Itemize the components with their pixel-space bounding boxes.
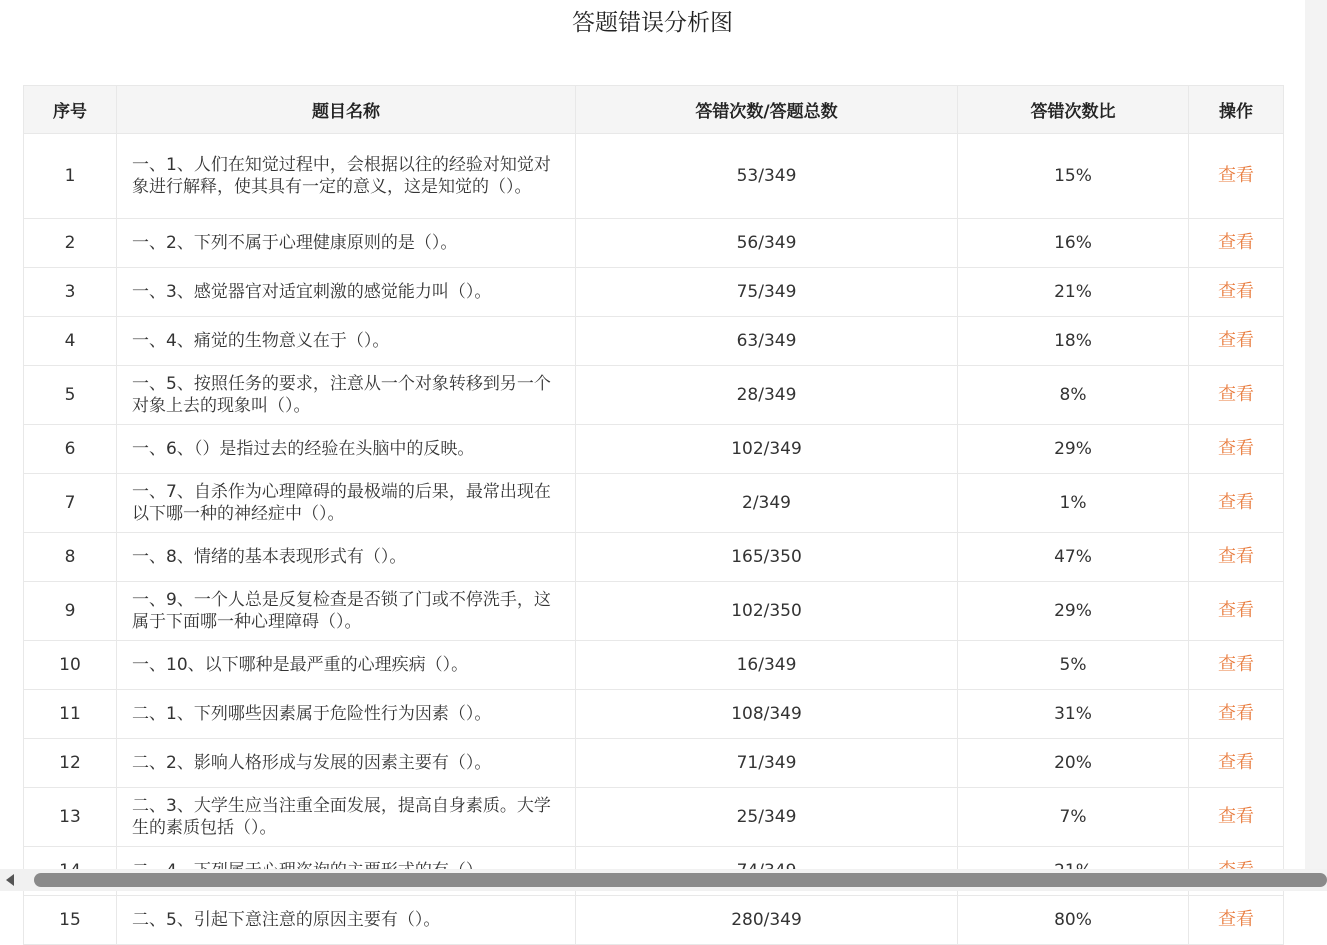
- table-row: [24, 533, 1284, 582]
- column-header-index: 序号: [24, 86, 117, 134]
- row-wrong-total: 280/349: [576, 896, 958, 945]
- row-wrong-total: 28/349: [576, 366, 958, 425]
- column-header-question-name: 题目名称: [117, 86, 576, 134]
- table-row: [24, 134, 1284, 219]
- row-wrong-total: 102/349: [576, 425, 958, 474]
- row-wrong-total: 63/349: [576, 317, 958, 366]
- row-question-name: 一、2、下列不属于心理健康原则的是（）。: [117, 219, 576, 268]
- row-question-name: 一、6、（）是指过去的经验在头脑中的反映。: [117, 425, 576, 474]
- row-index: 2: [24, 219, 117, 268]
- row-index: 10: [24, 641, 117, 690]
- row-wrong-percent: 31%: [958, 690, 1189, 739]
- row-wrong-percent: 18%: [958, 317, 1189, 366]
- table-row: [24, 268, 1284, 317]
- row-wrong-total: 25/349: [576, 788, 958, 847]
- row-wrong-total: 56/349: [576, 219, 958, 268]
- page-right-gutter: [1305, 0, 1327, 891]
- view-link[interactable]: 查看: [1189, 425, 1284, 474]
- row-wrong-percent: 16%: [958, 219, 1189, 268]
- row-wrong-percent: 5%: [958, 641, 1189, 690]
- view-link[interactable]: 查看: [1189, 134, 1284, 219]
- row-question-name: 一、7、自杀作为心理障碍的最极端的后果，最常出现在以下哪一种的神经症中（）。: [117, 474, 576, 533]
- column-header-wrong-percent: 答错次数比: [958, 86, 1189, 134]
- table-row: [24, 641, 1284, 690]
- view-link[interactable]: 查看: [1189, 788, 1284, 847]
- row-wrong-percent: 47%: [958, 533, 1189, 582]
- view-link[interactable]: 查看: [1189, 219, 1284, 268]
- row-wrong-total: 53/349: [576, 134, 958, 219]
- row-question-name: 一、1、人们在知觉过程中，会根据以往的经验对知觉对象进行解释，使其具有一定的意义，这是知觉的（）。: [117, 134, 576, 219]
- row-index: 5: [24, 366, 117, 425]
- row-question-name: 一、4、痛觉的生物意义在于（）。: [117, 317, 576, 366]
- view-link[interactable]: 查看: [1189, 317, 1284, 366]
- row-question-name: 二、5、引起下意注意的原因主要有（）。: [117, 896, 576, 945]
- table-header-row: [24, 86, 1284, 134]
- table-row: [24, 366, 1284, 425]
- row-question-name: 一、10、以下哪种是最严重的心理疾病（）。: [117, 641, 576, 690]
- error-analysis-table-container: [23, 85, 1283, 930]
- row-index: 8: [24, 533, 117, 582]
- column-header-wrong-total: 答错次数/答题总数: [576, 86, 958, 134]
- row-wrong-total: 71/349: [576, 739, 958, 788]
- row-index: 12: [24, 739, 117, 788]
- view-link[interactable]: 查看: [1189, 690, 1284, 739]
- table-row: [24, 425, 1284, 474]
- row-index: 3: [24, 268, 117, 317]
- row-question-name: 二、1、下列哪些因素属于危险性行为因素（）。: [117, 690, 576, 739]
- row-wrong-total: 2/349: [576, 474, 958, 533]
- table-row: [24, 317, 1284, 366]
- row-wrong-percent: 20%: [958, 739, 1189, 788]
- scroll-left-arrow-icon[interactable]: [6, 874, 14, 886]
- row-wrong-percent: 80%: [958, 896, 1189, 945]
- row-wrong-percent: 29%: [958, 425, 1189, 474]
- row-index: 15: [24, 896, 117, 945]
- table-row: [24, 582, 1284, 641]
- row-index: 11: [24, 690, 117, 739]
- row-question-name: 二、3、大学生应当注重全面发展，提高自身素质。大学生的素质包括（）。: [117, 788, 576, 847]
- view-link[interactable]: 查看: [1189, 641, 1284, 690]
- view-link[interactable]: 查看: [1189, 739, 1284, 788]
- view-link[interactable]: 查看: [1189, 896, 1284, 945]
- table-row: [24, 219, 1284, 268]
- row-question-name: 一、3、感觉器官对适宜刺激的感觉能力叫（）。: [117, 268, 576, 317]
- table-row: [24, 474, 1284, 533]
- row-wrong-percent: 1%: [958, 474, 1189, 533]
- table-row: [24, 896, 1284, 945]
- horizontal-scrollbar[interactable]: [0, 869, 1327, 891]
- row-wrong-total: 16/349: [576, 641, 958, 690]
- row-question-name: 二、2、影响人格形成与发展的因素主要有（）。: [117, 739, 576, 788]
- view-link[interactable]: 查看: [1189, 268, 1284, 317]
- table-row: [24, 690, 1284, 739]
- row-question-name: 一、9、一个人总是反复检查是否锁了门或不停洗手，这属于下面哪一种心理障碍（）。: [117, 582, 576, 641]
- row-wrong-percent: 29%: [958, 582, 1189, 641]
- view-link[interactable]: 查看: [1189, 582, 1284, 641]
- row-index: 9: [24, 582, 117, 641]
- column-header-action: 操作: [1189, 86, 1284, 134]
- row-index: 6: [24, 425, 117, 474]
- view-link[interactable]: 查看: [1189, 366, 1284, 425]
- row-wrong-total: 165/350: [576, 533, 958, 582]
- scrollbar-thumb[interactable]: [34, 873, 1327, 887]
- row-wrong-percent: 7%: [958, 788, 1189, 847]
- row-index: 13: [24, 788, 117, 847]
- row-question-name: 一、5、按照任务的要求，注意从一个对象转移到另一个对象上去的现象叫（）。: [117, 366, 576, 425]
- row-wrong-total: 75/349: [576, 268, 958, 317]
- page-title: 答题错误分析图: [572, 10, 733, 36]
- view-link[interactable]: 查看: [1189, 474, 1284, 533]
- row-question-name: 一、8、情绪的基本表现形式有（）。: [117, 533, 576, 582]
- error-analysis-table: [23, 85, 1284, 945]
- row-wrong-percent: 21%: [958, 268, 1189, 317]
- row-wrong-total: 108/349: [576, 690, 958, 739]
- table-row: [24, 788, 1284, 847]
- row-index: 4: [24, 317, 117, 366]
- row-wrong-percent: 15%: [958, 134, 1189, 219]
- row-index: 7: [24, 474, 117, 533]
- table-row: [24, 739, 1284, 788]
- view-link[interactable]: 查看: [1189, 533, 1284, 582]
- row-wrong-total: 102/350: [576, 582, 958, 641]
- row-wrong-percent: 8%: [958, 366, 1189, 425]
- row-index: 1: [24, 134, 117, 219]
